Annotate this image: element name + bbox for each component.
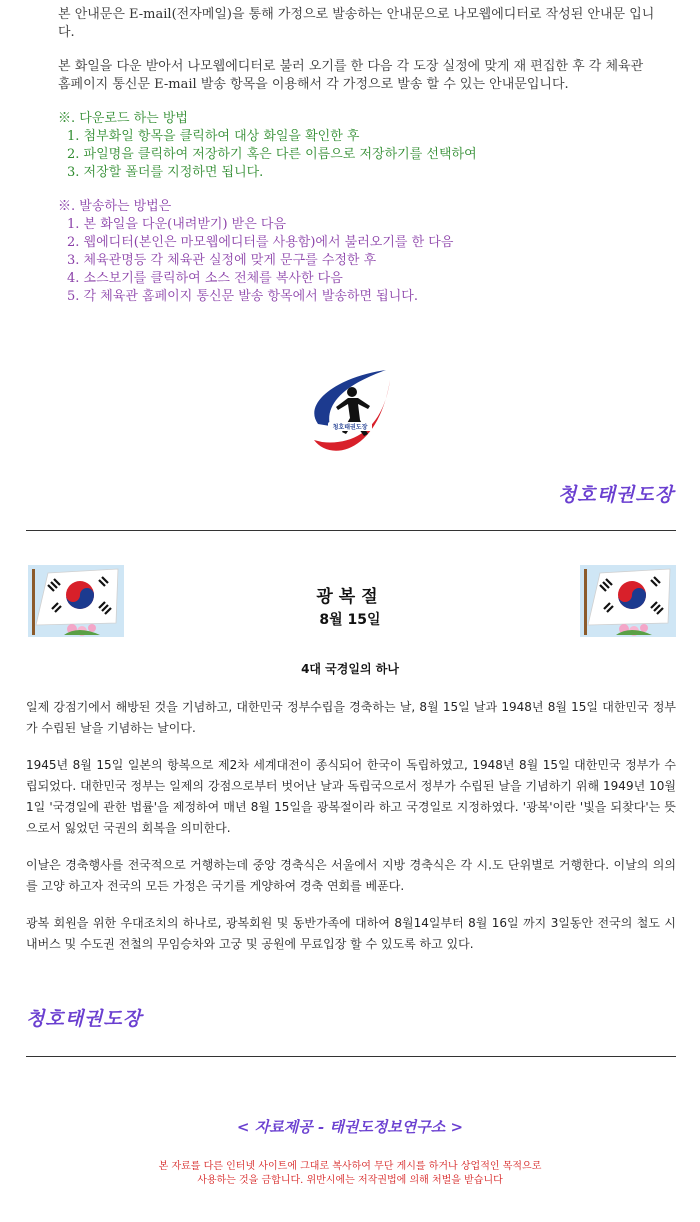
article-paragraph: 1945년 8월 15일 일본의 항복으로 제2차 세계대전이 종식되어 한국이 독립하였고, 1948년 8월 15일 대한민국 정부가 수립되었다. 대한민국 정부는 일제의 강점으로부터 벗어난 날과 독립국으로서 정부가 수립된 날을 기념하기 위해 1949년 10월 1일 '국경일에 관한 법률'을 제정하여 매년 8월 15일을 광복절이라 하고 국경일로 지정하였다. '광복'이란 '빛을 되찾다'는 뜻으로서 잃었던 국권의 회복을 의미한다.: [26, 758, 676, 835]
download-instructions: [58, 110, 658, 182]
signature-bottom: 청호태권도장: [26, 1008, 143, 1030]
notice-line-1: 본 자료를 다른 인터넷 사이트에 그대로 복사하여 무단 게시를 하거나 상업적인 목적으로: [158, 1161, 542, 1172]
divider-top: [26, 530, 676, 531]
send-instructions: [58, 198, 658, 306]
page-title: 광복절: [316, 587, 384, 607]
intro-paragraph-2: 본 화일을 다운 받아서 나모웹에디터로 불러 오기를 한 다음 각 도장 실정에 맞게 재 편집한 후 각 체육관 홈페이지 통신문 E-mail 발송 항목을 이용해서 각 가정으로 발송 할 수 있는 안내문입니다.: [58, 59, 644, 92]
list-item: 2. 파일명을 클릭하여 저장하기 혹은 다른 이름으로 저장하기를 선택하여: [67, 147, 477, 162]
article-paragraph: 이날은 경축행사를 전국적으로 거행하는데 중앙 경축식은 서울에서 지방 경축식은 각 시.도 단위별로 거행한다. 이날의 의의를 고양 하고자 전국의 모든 가정은 국기를 게양하여 경축 연회를 베푼다.: [26, 858, 676, 893]
korean-flag-icon: [580, 565, 676, 637]
svg-text:청호태권도장: 청호태권도장: [332, 424, 368, 431]
source-credit: < 자료제공 - 태권도정보연구소 >: [236, 1118, 464, 1136]
list-item: 4. 소스보기를 클릭하여 소스 전체를 복사한 다음: [67, 271, 343, 286]
article-subhead: 4대 국경일의 하나: [301, 662, 399, 676]
list-item: 1. 본 화일을 다운(내려받기) 받은 다음: [67, 217, 287, 232]
copyright-notice: [0, 1160, 700, 1188]
list-item: 3. 저장할 폴더를 지정하면 됩니다.: [67, 165, 264, 180]
notice-line-2: 사용하는 것을 금합니다. 위반시에는 저작권법에 의해 처벌을 받습니다: [197, 1175, 503, 1186]
korean-flag-icon: [28, 565, 124, 637]
download-steps: [58, 128, 658, 182]
dojang-logo-icon: [300, 362, 400, 462]
send-steps: [58, 216, 658, 306]
divider-bottom: [26, 1056, 676, 1057]
intro-paragraph-1: 본 안내문은 E-mail(전자메일)을 통해 가정으로 발송하는 안내문으로 나모웹에디터로 작성된 안내문 입니다.: [58, 7, 655, 40]
article-date: 8월 15일: [319, 612, 381, 628]
list-item: 1. 첨부화일 항목을 클릭하여 대상 화일을 확인한 후: [67, 129, 360, 144]
intro-section: [58, 6, 658, 306]
list-item: 3. 체육관명등 각 체육관 실정에 맞게 문구를 수정한 후: [67, 253, 377, 268]
download-heading: ※. 다운로드 하는 방법: [58, 111, 188, 126]
article-paragraph: 광복 회원을 위한 우대조치의 하나로, 광복회원 및 동반가족에 대하여 8월14일부터 8월 16일 까지 3일동안 전국의 철도 시내버스 및 수도권 전철의 무임승차와 고궁 및 공원에 무료입장 할 수 있도록 하고 있다.: [26, 916, 676, 951]
article-body: [26, 697, 676, 971]
list-item: 2. 웹에디터(본인은 마모웹에디터를 사용함)에서 불러오기를 한 다음: [67, 235, 454, 250]
send-heading: ※. 발송하는 방법은: [58, 199, 172, 214]
signature-top: 청호태권도장: [557, 484, 674, 506]
article-paragraph: 일제 강점기에서 해방된 것을 기념하고, 대한민국 정부수립을 경축하는 날, 8월 15일 날과 1948년 8월 15일 대한민국 정부가 수립된 날을 기념하는 날이다.: [26, 700, 676, 735]
article-header: [200, 582, 500, 629]
list-item: 5. 각 체육관 홈페이지 통신문 발송 항목에서 발송하면 됩니다.: [67, 289, 418, 304]
